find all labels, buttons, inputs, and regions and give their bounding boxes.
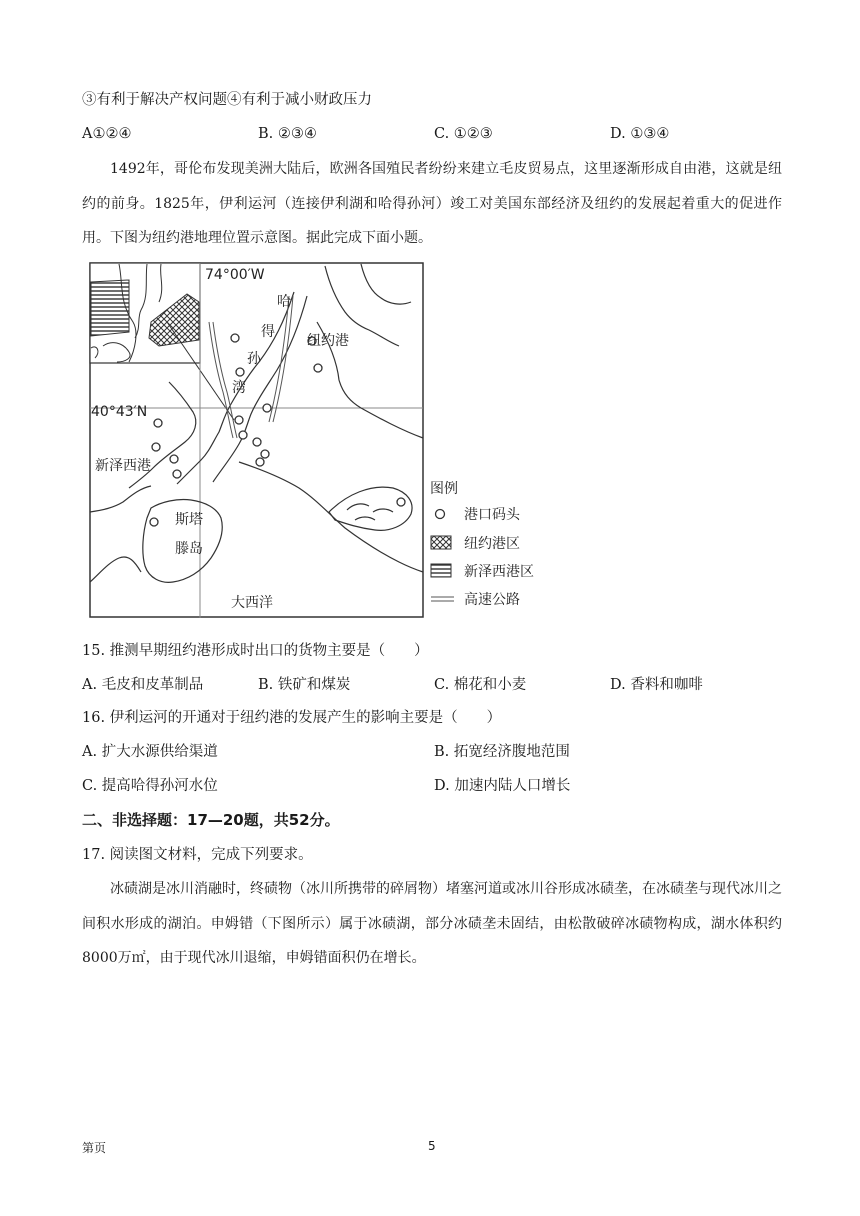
- legend-item-nj: 新泽西港区: [464, 564, 534, 580]
- legend-nyc-symbol: [431, 536, 451, 549]
- q15-option-b: B. 铁矿和煤炭: [258, 677, 351, 693]
- longitude-label: 74°00′W: [205, 267, 265, 283]
- atlantic-label: 大西洋: [231, 595, 273, 611]
- river-char-1: 哈: [277, 294, 291, 310]
- q17-stem: 17. 阅读图文材料，完成下列要求。: [82, 847, 313, 863]
- q16-option-b: B. 拓宽经济腹地范围: [434, 744, 570, 760]
- section-2-heading: 二、非选择题：17—20题，共52分。: [82, 811, 340, 829]
- q17-material: 冰碛湖是冰川消融时，终碛物（冰川所携带的碎屑物）堵塞河道或冰川谷形成冰碛垄，在冰碛垄与现代冰川之间积水形成的湖泊。申姆错（下图所示）属于冰碛湖，部分冰碛垄未固结，由松散破碎冰碛物构成，湖水体积约8000万㎡，由于现代冰川退缩，申姆错面积仍在增长。: [82, 881, 782, 966]
- q15-option-a: A. 毛皮和皮革制品: [82, 677, 204, 693]
- q16-option-a: A. 扩大水源供给渠道: [82, 744, 218, 760]
- new-york-port-map: [89, 262, 424, 618]
- river-char-3: 孙: [247, 351, 261, 367]
- q14-option-c: C. ①②③: [434, 126, 493, 142]
- staten-island-label-1: 斯塔: [175, 512, 203, 528]
- latitude-label: 40°43′N: [91, 404, 148, 420]
- q15-stem: 15. 推测早期纽约港形成时出口的货物主要是（ ）: [82, 643, 429, 659]
- q14-option-a: A①②④: [82, 126, 132, 142]
- q16-stem: 16. 伊利运河的开通对于纽约港的发展产生的影响主要是（ ）: [82, 710, 502, 726]
- nyc-port-label: 纽约港: [307, 333, 349, 349]
- q16-option-c: C. 提高哈得孙河水位: [82, 778, 218, 794]
- map-legend: [428, 476, 558, 611]
- q14-statements: ③有利于解决产权问题④有利于减小财政压力: [82, 92, 372, 108]
- legend-item-highway: 高速公路: [464, 592, 520, 608]
- passage-text: 1492年，哥伦布发现美洲大陆后，欧洲各国殖民者纷纷来建立毛皮贸易点，这里逐渐形成自由港，这就是纽约的前身。1825年，伊利运河（连接伊利湖和哈得孙河）竣工对美国东部经济及纽约的发展起着重大的促进作用。下图为纽约港地理位置示意图。据此完成下面小题。: [82, 161, 782, 246]
- footer-page-number: 5: [428, 1139, 436, 1153]
- legend-title: 图例: [430, 481, 458, 497]
- staten-island-label-2: 滕岛: [175, 541, 203, 557]
- river-char-2: 得: [261, 324, 275, 340]
- legend-item-port: 港口码头: [464, 507, 520, 523]
- nj-port-label: 新泽西港: [95, 458, 151, 474]
- legend-port-symbol: [436, 510, 445, 519]
- q15-option-d: D. 香料和咖啡: [610, 677, 703, 693]
- q16-option-d: D. 加速内陆人口增长: [434, 778, 571, 794]
- q15-option-c: C. 棉花和小麦: [434, 677, 527, 693]
- legend-item-nyc: 纽约港区: [464, 536, 520, 552]
- legend-nj-symbol: [431, 564, 451, 577]
- q14-option-b: B. ②③④: [258, 126, 317, 142]
- river-char-4: 湾: [232, 380, 246, 396]
- footer-page-label: 第页: [82, 1141, 107, 1155]
- q14-option-d: D. ①③④: [610, 126, 670, 142]
